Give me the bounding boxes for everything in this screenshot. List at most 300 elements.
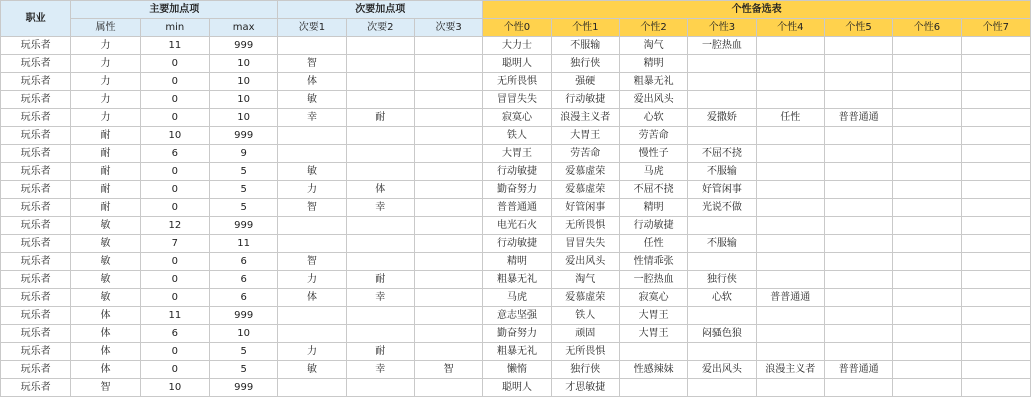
cell-trait-7[interactable]	[961, 163, 1030, 181]
cell-trait-6[interactable]	[893, 91, 961, 109]
cell-trait-5[interactable]	[824, 289, 892, 307]
cell-attribute[interactable]: 耐	[71, 199, 140, 217]
cell-trait-2[interactable]: 爱出风头	[619, 91, 687, 109]
cell-trait-6[interactable]	[893, 217, 961, 235]
cell-attribute[interactable]: 体	[71, 361, 140, 379]
cell-trait-4[interactable]	[756, 199, 824, 217]
cell-secondary-3[interactable]	[414, 55, 482, 73]
cell-trait-2[interactable]: 任性	[619, 235, 687, 253]
cell-attribute[interactable]: 智	[71, 379, 140, 397]
column-header-max[interactable]: max	[209, 19, 277, 37]
cell-trait-3[interactable]: 闷骚色狼	[688, 325, 756, 343]
cell-trait-6[interactable]	[893, 199, 961, 217]
cell-trait-0[interactable]: 懒惰	[483, 361, 551, 379]
cell-trait-3[interactable]: 一腔热血	[688, 37, 756, 55]
cell-job[interactable]: 玩乐者	[1, 145, 71, 163]
column-header-trait-2[interactable]: 个性2	[619, 19, 687, 37]
cell-secondary-2[interactable]	[346, 37, 414, 55]
cell-trait-1[interactable]: 独行侠	[551, 361, 619, 379]
column-header-secondary-1[interactable]: 次要1	[278, 19, 346, 37]
cell-trait-0[interactable]: 大力士	[483, 37, 551, 55]
cell-trait-3[interactable]: 光说不做	[688, 199, 756, 217]
cell-trait-1[interactable]: 强硬	[551, 73, 619, 91]
cell-trait-5[interactable]	[824, 91, 892, 109]
cell-secondary-2[interactable]: 体	[346, 181, 414, 199]
cell-job[interactable]: 玩乐者	[1, 235, 71, 253]
cell-trait-7[interactable]	[961, 127, 1030, 145]
cell-min[interactable]: 10	[140, 379, 209, 397]
cell-min[interactable]: 0	[140, 199, 209, 217]
cell-secondary-2[interactable]	[346, 235, 414, 253]
column-header-trait-5[interactable]: 个性5	[824, 19, 892, 37]
cell-trait-7[interactable]	[961, 145, 1030, 163]
cell-trait-7[interactable]	[961, 181, 1030, 199]
cell-trait-6[interactable]	[893, 163, 961, 181]
column-header-secondary-3[interactable]: 次要3	[414, 19, 482, 37]
cell-job[interactable]: 玩乐者	[1, 163, 71, 181]
cell-trait-7[interactable]	[961, 325, 1030, 343]
cell-job[interactable]: 玩乐者	[1, 271, 71, 289]
cell-trait-4[interactable]	[756, 217, 824, 235]
cell-attribute[interactable]: 敏	[71, 235, 140, 253]
cell-trait-7[interactable]	[961, 361, 1030, 379]
column-header-min[interactable]: min	[140, 19, 209, 37]
cell-trait-4[interactable]	[756, 343, 824, 361]
cell-max[interactable]: 5	[209, 199, 277, 217]
cell-trait-2[interactable]: 劳苦命	[619, 127, 687, 145]
cell-secondary-3[interactable]	[414, 289, 482, 307]
cell-trait-4[interactable]	[756, 55, 824, 73]
cell-max[interactable]: 5	[209, 163, 277, 181]
cell-min[interactable]: 0	[140, 73, 209, 91]
cell-trait-4[interactable]	[756, 235, 824, 253]
cell-trait-4[interactable]	[756, 181, 824, 199]
cell-trait-7[interactable]	[961, 343, 1030, 361]
cell-secondary-3[interactable]	[414, 307, 482, 325]
cell-trait-7[interactable]	[961, 271, 1030, 289]
cell-attribute[interactable]: 耐	[71, 127, 140, 145]
cell-max[interactable]: 10	[209, 109, 277, 127]
cell-trait-3[interactable]	[688, 307, 756, 325]
cell-max[interactable]: 11	[209, 235, 277, 253]
cell-trait-7[interactable]	[961, 37, 1030, 55]
cell-trait-3[interactable]: 爱撒娇	[688, 109, 756, 127]
cell-job[interactable]: 玩乐者	[1, 253, 71, 271]
cell-secondary-1[interactable]: 体	[278, 73, 346, 91]
cell-trait-4[interactable]	[756, 253, 824, 271]
cell-trait-7[interactable]	[961, 289, 1030, 307]
cell-secondary-1[interactable]: 幸	[278, 109, 346, 127]
cell-max[interactable]: 999	[209, 37, 277, 55]
cell-trait-3[interactable]: 不服输	[688, 163, 756, 181]
cell-secondary-2[interactable]: 耐	[346, 343, 414, 361]
cell-trait-5[interactable]	[824, 37, 892, 55]
cell-trait-3[interactable]	[688, 73, 756, 91]
cell-trait-0[interactable]: 普普通通	[483, 199, 551, 217]
cell-secondary-3[interactable]	[414, 271, 482, 289]
cell-min[interactable]: 11	[140, 37, 209, 55]
cell-attribute[interactable]: 力	[71, 55, 140, 73]
cell-trait-6[interactable]	[893, 253, 961, 271]
cell-trait-0[interactable]: 铁人	[483, 127, 551, 145]
cell-trait-7[interactable]	[961, 109, 1030, 127]
column-header-trait-0[interactable]: 个性0	[483, 19, 551, 37]
cell-secondary-1[interactable]: 敏	[278, 361, 346, 379]
cell-attribute[interactable]: 敏	[71, 289, 140, 307]
cell-max[interactable]: 5	[209, 361, 277, 379]
cell-trait-5[interactable]	[824, 343, 892, 361]
cell-attribute[interactable]: 耐	[71, 181, 140, 199]
cell-secondary-3[interactable]	[414, 379, 482, 397]
cell-secondary-3[interactable]	[414, 145, 482, 163]
cell-trait-5[interactable]	[824, 379, 892, 397]
group-header-secondary[interactable]: 次要加点项	[278, 1, 483, 19]
cell-secondary-3[interactable]	[414, 199, 482, 217]
cell-attribute[interactable]: 力	[71, 109, 140, 127]
cell-trait-6[interactable]	[893, 271, 961, 289]
cell-trait-0[interactable]: 勤奋努力	[483, 325, 551, 343]
cell-trait-4[interactable]: 任性	[756, 109, 824, 127]
cell-min[interactable]: 0	[140, 55, 209, 73]
cell-max[interactable]: 6	[209, 271, 277, 289]
cell-min[interactable]: 7	[140, 235, 209, 253]
cell-min[interactable]: 0	[140, 163, 209, 181]
cell-trait-0[interactable]: 大胃王	[483, 145, 551, 163]
cell-trait-0[interactable]: 无所畏惧	[483, 73, 551, 91]
cell-secondary-1[interactable]: 力	[278, 181, 346, 199]
cell-secondary-1[interactable]: 智	[278, 55, 346, 73]
cell-trait-0[interactable]: 粗暴无礼	[483, 271, 551, 289]
cell-trait-2[interactable]: 一腔热血	[619, 271, 687, 289]
cell-attribute[interactable]: 耐	[71, 163, 140, 181]
cell-trait-1[interactable]: 独行侠	[551, 55, 619, 73]
cell-trait-7[interactable]	[961, 253, 1030, 271]
cell-trait-3[interactable]: 不服输	[688, 235, 756, 253]
cell-job[interactable]: 玩乐者	[1, 289, 71, 307]
cell-max[interactable]: 999	[209, 217, 277, 235]
cell-secondary-1[interactable]: 力	[278, 271, 346, 289]
cell-max[interactable]: 10	[209, 91, 277, 109]
cell-job[interactable]: 玩乐者	[1, 127, 71, 145]
cell-attribute[interactable]: 体	[71, 325, 140, 343]
cell-secondary-3[interactable]	[414, 253, 482, 271]
cell-min[interactable]: 0	[140, 181, 209, 199]
cell-secondary-1[interactable]: 敏	[278, 163, 346, 181]
cell-trait-1[interactable]: 铁人	[551, 307, 619, 325]
cell-trait-1[interactable]: 浪漫主义者	[551, 109, 619, 127]
cell-trait-1[interactable]: 无所畏惧	[551, 217, 619, 235]
cell-trait-7[interactable]	[961, 91, 1030, 109]
cell-min[interactable]: 11	[140, 307, 209, 325]
cell-trait-7[interactable]	[961, 307, 1030, 325]
cell-trait-5[interactable]	[824, 235, 892, 253]
cell-job[interactable]: 玩乐者	[1, 325, 71, 343]
cell-secondary-1[interactable]: 智	[278, 199, 346, 217]
cell-trait-1[interactable]: 爱慕虚荣	[551, 181, 619, 199]
column-header-job[interactable]: 职业	[1, 1, 71, 37]
group-header-main[interactable]: 主要加点项	[71, 1, 278, 19]
cell-trait-2[interactable]: 慢性子	[619, 145, 687, 163]
cell-min[interactable]: 0	[140, 271, 209, 289]
cell-trait-2[interactable]: 淘气	[619, 37, 687, 55]
cell-attribute[interactable]: 体	[71, 343, 140, 361]
cell-trait-0[interactable]: 聪明人	[483, 379, 551, 397]
cell-trait-5[interactable]	[824, 253, 892, 271]
cell-trait-7[interactable]	[961, 55, 1030, 73]
cell-min[interactable]: 10	[140, 127, 209, 145]
group-header-traits[interactable]: 个性备选表	[483, 1, 1031, 19]
cell-trait-2[interactable]: 不屈不挠	[619, 181, 687, 199]
cell-attribute[interactable]: 敏	[71, 253, 140, 271]
cell-trait-3[interactable]: 好管闲事	[688, 181, 756, 199]
cell-secondary-3[interactable]: 智	[414, 361, 482, 379]
cell-secondary-1[interactable]: 力	[278, 343, 346, 361]
cell-trait-0[interactable]: 寂寞心	[483, 109, 551, 127]
cell-secondary-2[interactable]: 幸	[346, 199, 414, 217]
cell-trait-5[interactable]	[824, 181, 892, 199]
cell-min[interactable]: 0	[140, 361, 209, 379]
cell-trait-6[interactable]	[893, 325, 961, 343]
cell-trait-2[interactable]: 心软	[619, 109, 687, 127]
cell-secondary-1[interactable]	[278, 325, 346, 343]
cell-max[interactable]: 6	[209, 253, 277, 271]
cell-job[interactable]: 玩乐者	[1, 199, 71, 217]
cell-min[interactable]: 0	[140, 289, 209, 307]
cell-job[interactable]: 玩乐者	[1, 37, 71, 55]
cell-max[interactable]: 10	[209, 55, 277, 73]
cell-min[interactable]: 12	[140, 217, 209, 235]
cell-trait-6[interactable]	[893, 55, 961, 73]
column-header-secondary-2[interactable]: 次要2	[346, 19, 414, 37]
cell-trait-3[interactable]	[688, 91, 756, 109]
cell-trait-6[interactable]	[893, 361, 961, 379]
cell-secondary-2[interactable]	[346, 379, 414, 397]
cell-max[interactable]: 5	[209, 343, 277, 361]
cell-trait-5[interactable]: 普普通通	[824, 361, 892, 379]
cell-max[interactable]: 999	[209, 127, 277, 145]
cell-trait-6[interactable]	[893, 289, 961, 307]
cell-max[interactable]: 9	[209, 145, 277, 163]
column-header-trait-1[interactable]: 个性1	[551, 19, 619, 37]
cell-trait-6[interactable]	[893, 145, 961, 163]
cell-trait-1[interactable]: 顽固	[551, 325, 619, 343]
cell-trait-4[interactable]	[756, 127, 824, 145]
cell-job[interactable]: 玩乐者	[1, 91, 71, 109]
cell-secondary-1[interactable]	[278, 235, 346, 253]
cell-trait-3[interactable]: 不屈不挠	[688, 145, 756, 163]
column-header-trait-7[interactable]: 个性7	[961, 19, 1030, 37]
cell-trait-5[interactable]	[824, 307, 892, 325]
cell-trait-3[interactable]	[688, 217, 756, 235]
cell-min[interactable]: 0	[140, 253, 209, 271]
cell-trait-4[interactable]	[756, 325, 824, 343]
cell-trait-0[interactable]: 聪明人	[483, 55, 551, 73]
cell-trait-0[interactable]: 马虎	[483, 289, 551, 307]
cell-trait-2[interactable]	[619, 343, 687, 361]
cell-trait-5[interactable]	[824, 127, 892, 145]
column-header-attribute[interactable]: 属性	[71, 19, 140, 37]
cell-job[interactable]: 玩乐者	[1, 307, 71, 325]
cell-secondary-3[interactable]	[414, 325, 482, 343]
cell-trait-7[interactable]	[961, 235, 1030, 253]
cell-attribute[interactable]: 耐	[71, 145, 140, 163]
cell-job[interactable]: 玩乐者	[1, 73, 71, 91]
cell-trait-7[interactable]	[961, 73, 1030, 91]
cell-secondary-1[interactable]: 智	[278, 253, 346, 271]
cell-trait-0[interactable]: 行动敏捷	[483, 163, 551, 181]
cell-trait-5[interactable]	[824, 145, 892, 163]
cell-secondary-1[interactable]	[278, 217, 346, 235]
cell-secondary-3[interactable]	[414, 91, 482, 109]
cell-trait-2[interactable]: 马虎	[619, 163, 687, 181]
cell-secondary-3[interactable]	[414, 37, 482, 55]
cell-trait-4[interactable]	[756, 271, 824, 289]
cell-secondary-3[interactable]	[414, 181, 482, 199]
cell-trait-5[interactable]	[824, 55, 892, 73]
cell-trait-5[interactable]	[824, 199, 892, 217]
cell-max[interactable]: 6	[209, 289, 277, 307]
cell-job[interactable]: 玩乐者	[1, 343, 71, 361]
cell-min[interactable]: 0	[140, 109, 209, 127]
cell-secondary-2[interactable]: 耐	[346, 271, 414, 289]
cell-max[interactable]: 5	[209, 181, 277, 199]
cell-secondary-2[interactable]	[346, 127, 414, 145]
cell-secondary-1[interactable]	[278, 379, 346, 397]
cell-attribute[interactable]: 敏	[71, 271, 140, 289]
cell-trait-6[interactable]	[893, 379, 961, 397]
column-header-trait-6[interactable]: 个性6	[893, 19, 961, 37]
cell-job[interactable]: 玩乐者	[1, 109, 71, 127]
cell-min[interactable]: 0	[140, 91, 209, 109]
cell-attribute[interactable]: 体	[71, 307, 140, 325]
cell-max[interactable]: 10	[209, 325, 277, 343]
cell-trait-0[interactable]: 意志坚强	[483, 307, 551, 325]
cell-trait-1[interactable]: 冒冒失失	[551, 235, 619, 253]
cell-trait-5[interactable]	[824, 325, 892, 343]
cell-secondary-2[interactable]: 幸	[346, 361, 414, 379]
cell-secondary-3[interactable]	[414, 163, 482, 181]
cell-trait-3[interactable]	[688, 127, 756, 145]
cell-attribute[interactable]: 力	[71, 37, 140, 55]
cell-attribute[interactable]: 力	[71, 73, 140, 91]
cell-trait-3[interactable]	[688, 55, 756, 73]
cell-trait-5[interactable]	[824, 217, 892, 235]
cell-trait-6[interactable]	[893, 37, 961, 55]
cell-secondary-2[interactable]	[346, 73, 414, 91]
cell-trait-1[interactable]: 无所畏惧	[551, 343, 619, 361]
cell-secondary-2[interactable]	[346, 145, 414, 163]
cell-trait-4[interactable]	[756, 37, 824, 55]
cell-trait-2[interactable]: 行动敏捷	[619, 217, 687, 235]
cell-trait-2[interactable]: 性情乖张	[619, 253, 687, 271]
cell-secondary-2[interactable]	[346, 55, 414, 73]
cell-job[interactable]: 玩乐者	[1, 181, 71, 199]
cell-trait-3[interactable]	[688, 379, 756, 397]
cell-trait-0[interactable]: 精明	[483, 253, 551, 271]
cell-trait-3[interactable]: 爱出风头	[688, 361, 756, 379]
column-header-trait-3[interactable]: 个性3	[688, 19, 756, 37]
cell-trait-3[interactable]: 独行侠	[688, 271, 756, 289]
cell-trait-6[interactable]	[893, 73, 961, 91]
cell-trait-7[interactable]	[961, 217, 1030, 235]
cell-trait-6[interactable]	[893, 127, 961, 145]
cell-trait-2[interactable]: 性感辣妹	[619, 361, 687, 379]
cell-secondary-2[interactable]	[346, 91, 414, 109]
cell-trait-3[interactable]	[688, 343, 756, 361]
cell-secondary-3[interactable]	[414, 73, 482, 91]
cell-trait-1[interactable]: 才思敏捷	[551, 379, 619, 397]
cell-secondary-2[interactable]	[346, 253, 414, 271]
cell-attribute[interactable]: 敏	[71, 217, 140, 235]
cell-trait-4[interactable]	[756, 163, 824, 181]
cell-trait-4[interactable]: 浪漫主义者	[756, 361, 824, 379]
cell-trait-1[interactable]: 淘气	[551, 271, 619, 289]
cell-secondary-3[interactable]	[414, 235, 482, 253]
cell-secondary-2[interactable]	[346, 217, 414, 235]
column-header-trait-4[interactable]: 个性4	[756, 19, 824, 37]
cell-secondary-3[interactable]	[414, 217, 482, 235]
cell-trait-4[interactable]	[756, 307, 824, 325]
cell-trait-4[interactable]: 普普通通	[756, 289, 824, 307]
cell-secondary-2[interactable]	[346, 325, 414, 343]
cell-trait-2[interactable]: 大胃王	[619, 307, 687, 325]
cell-attribute[interactable]: 力	[71, 91, 140, 109]
cell-secondary-1[interactable]	[278, 37, 346, 55]
cell-secondary-3[interactable]	[414, 109, 482, 127]
cell-min[interactable]: 6	[140, 325, 209, 343]
cell-secondary-2[interactable]	[346, 163, 414, 181]
cell-trait-0[interactable]: 行动敏捷	[483, 235, 551, 253]
cell-job[interactable]: 玩乐者	[1, 217, 71, 235]
cell-trait-6[interactable]	[893, 109, 961, 127]
cell-trait-0[interactable]: 电光石火	[483, 217, 551, 235]
cell-trait-6[interactable]	[893, 181, 961, 199]
cell-trait-6[interactable]	[893, 307, 961, 325]
cell-secondary-2[interactable]: 幸	[346, 289, 414, 307]
cell-trait-2[interactable]: 精明	[619, 55, 687, 73]
cell-trait-2[interactable]	[619, 379, 687, 397]
cell-secondary-3[interactable]	[414, 343, 482, 361]
cell-trait-0[interactable]: 冒冒失失	[483, 91, 551, 109]
cell-trait-0[interactable]: 粗暴无礼	[483, 343, 551, 361]
cell-trait-0[interactable]: 勤奋努力	[483, 181, 551, 199]
cell-max[interactable]: 10	[209, 73, 277, 91]
cell-min[interactable]: 0	[140, 343, 209, 361]
cell-max[interactable]: 999	[209, 307, 277, 325]
cell-trait-3[interactable]: 心软	[688, 289, 756, 307]
cell-job[interactable]: 玩乐者	[1, 379, 71, 397]
cell-trait-5[interactable]	[824, 73, 892, 91]
cell-trait-2[interactable]: 粗暴无礼	[619, 73, 687, 91]
cell-trait-1[interactable]: 劳苦命	[551, 145, 619, 163]
cell-trait-1[interactable]: 爱慕虚荣	[551, 289, 619, 307]
cell-trait-1[interactable]: 大胃王	[551, 127, 619, 145]
cell-secondary-2[interactable]	[346, 307, 414, 325]
cell-secondary-3[interactable]	[414, 127, 482, 145]
cell-trait-4[interactable]	[756, 379, 824, 397]
cell-trait-7[interactable]	[961, 379, 1030, 397]
cell-trait-1[interactable]: 行动敏捷	[551, 91, 619, 109]
cell-trait-1[interactable]: 好管闲事	[551, 199, 619, 217]
cell-trait-3[interactable]	[688, 253, 756, 271]
cell-trait-4[interactable]	[756, 91, 824, 109]
cell-trait-2[interactable]: 大胃王	[619, 325, 687, 343]
cell-secondary-2[interactable]: 耐	[346, 109, 414, 127]
cell-trait-1[interactable]: 爱慕虚荣	[551, 163, 619, 181]
cell-trait-1[interactable]: 不服输	[551, 37, 619, 55]
cell-trait-7[interactable]	[961, 199, 1030, 217]
cell-trait-6[interactable]	[893, 235, 961, 253]
